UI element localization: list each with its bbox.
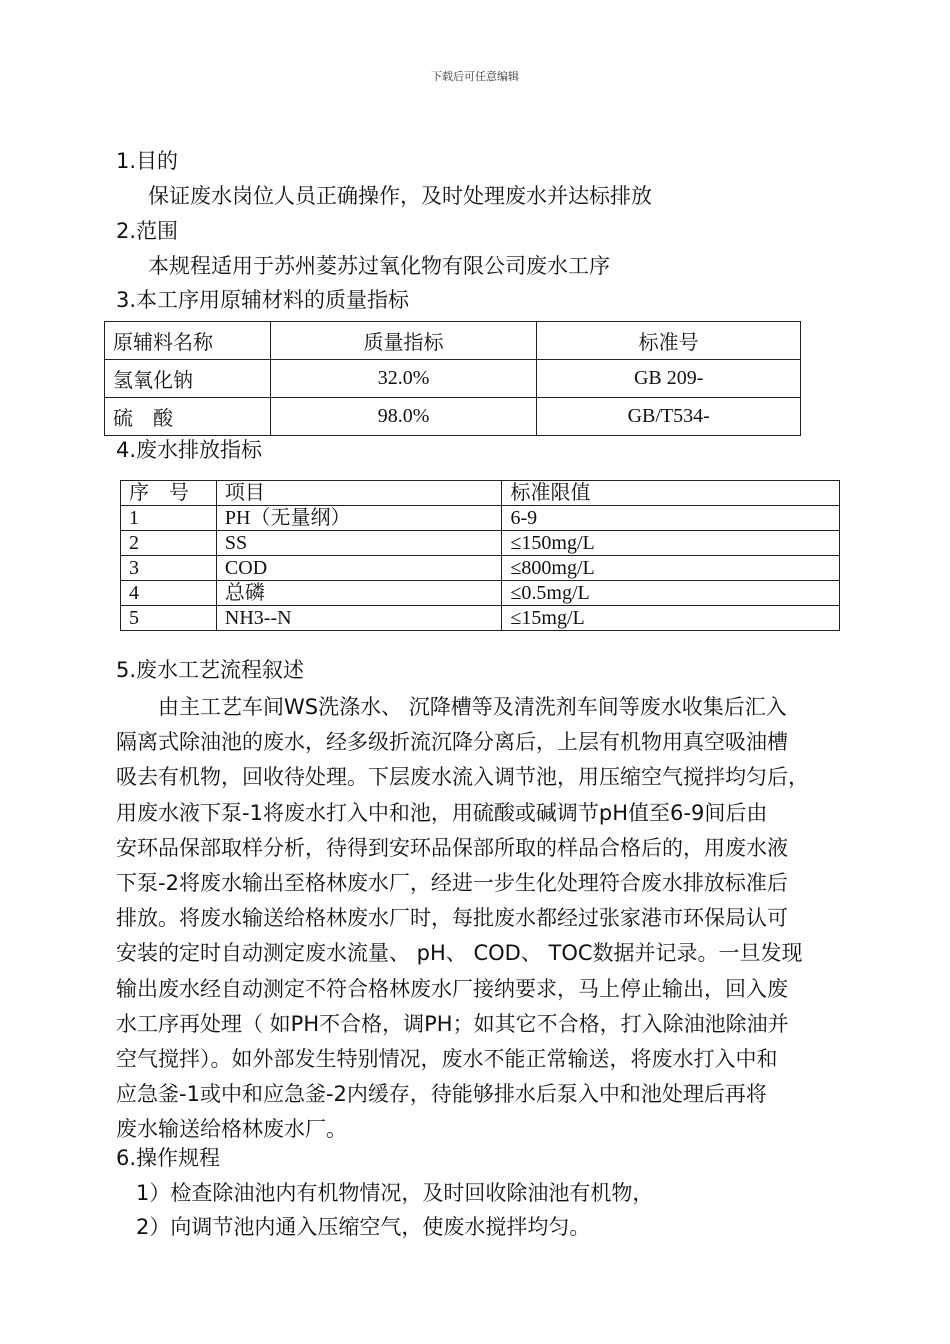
section-6-title: 6.操作规程 — [116, 1146, 221, 1170]
paragraph-line: 应急釜-1或中和应急釜-2内缓存，待能够排水后泵入中和池处理后再将 — [116, 1082, 767, 1107]
table-row — [121, 581, 840, 606]
section-4-title: 4.废水排放指标 — [116, 438, 263, 462]
section-5-title: 5.废水工艺流程叙述 — [116, 658, 305, 682]
paragraph-line: 吸去有机物，回收待处理。下层废水流入调节池，用压缩空气搅拌均匀后， — [116, 765, 809, 790]
paragraph-line: 空气搅拌）。如外部发生特别情况，废水不能正常输送，将废水打入中和 — [116, 1047, 778, 1072]
table-cell: 32.0% — [270, 360, 537, 398]
table-cell: 硫 酸 — [105, 398, 271, 436]
table-header-row — [105, 322, 801, 360]
section-1-title: 1.目的 — [116, 149, 179, 173]
paragraph-line: 水工序再处理（ 如PH不合格，调PH；如其它不合格，打入除油池除油并 — [116, 1011, 789, 1036]
materials-table — [104, 321, 801, 436]
operation-step: 1）检查除油池内有机物情况，及时回收除油池有机物， — [136, 1181, 654, 1205]
table-cell: SS — [216, 531, 502, 556]
table-cell: 2 — [121, 531, 217, 556]
table-cell: PH（无量纲） — [216, 506, 502, 531]
table-cell: 5 — [121, 606, 217, 631]
paragraph-line: 废水输送给格林废水厂。 — [116, 1117, 347, 1142]
table-cell: 98.0% — [270, 398, 537, 436]
section-2-title: 2.范围 — [116, 219, 179, 243]
paragraph-line: 隔离式除油池的废水，经多级折流沉降分离后，上层有机物用真空吸油槽 — [116, 730, 788, 755]
table-header-cell: 标准限值 — [502, 481, 840, 506]
table-cell: 氢氧化钠 — [105, 360, 271, 398]
discharge-table — [120, 480, 840, 631]
table-cell: 4 — [121, 581, 217, 606]
paragraph-line: 安环品保部取样分析，待得到安环品保部所取的样品合格后的，用废水液 — [116, 835, 788, 860]
operation-step: 2）向调节池内通入压缩空气，使废水搅拌均匀。 — [136, 1215, 591, 1239]
paragraph-line: 输出废水经自动测定不符合格林废水厂接纳要求，马上停止输出，回入废 — [116, 976, 788, 1001]
table-cell: ≤0.5mg/L — [502, 581, 840, 606]
table-header-cell: 原辅料名称 — [105, 322, 271, 360]
table-header-cell: 项目 — [216, 481, 502, 506]
section-1-text: 保证废水岗位人员正确操作，及时处理废水并达标排放 — [148, 184, 652, 208]
table-header-cell: 序 号 — [121, 481, 217, 506]
table-cell: ≤800mg/L — [502, 556, 840, 581]
table-row — [121, 606, 840, 631]
paragraph-line: 用废水液下泵-1将废水打入中和池，用硫酸或碱调节pH值至6-9间后由 — [116, 800, 768, 825]
table-cell: GB 209- — [537, 360, 801, 398]
table-row — [121, 556, 840, 581]
table-cell: 6-9 — [502, 506, 840, 531]
table-row — [105, 398, 801, 436]
page-header: 下载后可任意编辑 — [431, 70, 519, 83]
paragraph-line: 排放。将废水输送给格林废水厂时，每批废水都经过张家港市环保局认可 — [116, 906, 788, 931]
process-description — [116, 690, 856, 1148]
paragraph-line: 安装的定时自动测定废水流量、 pH、 COD、 TOC数据并记录。一旦发现 — [116, 941, 803, 966]
table-header-cell: 质量指标 — [270, 322, 537, 360]
table-cell: COD — [216, 556, 502, 581]
table-cell: GB/T534- — [537, 398, 801, 436]
table-row — [121, 506, 840, 531]
table-cell: 总磷 — [216, 581, 502, 606]
table-row — [105, 360, 801, 398]
section-2-text: 本规程适用于苏州菱苏过氧化物有限公司废水工序 — [148, 254, 610, 278]
paragraph-line: 由主工艺车间WS洗涤水、 沉降槽等及清洗剂车间等废水收集后汇入 — [116, 695, 787, 719]
paragraph-line: 下泵-2将废水输出至格林废水厂，经进一步生化处理符合废水排放标准后 — [116, 871, 788, 896]
table-header-row — [121, 481, 840, 506]
table-header-cell: 标准号 — [537, 322, 801, 360]
table-cell: NH3--N — [216, 606, 502, 631]
section-3-title: 3.本工序用原辅材料的质量指标 — [116, 288, 410, 312]
table-cell: 1 — [121, 506, 217, 531]
table-row — [121, 531, 840, 556]
table-cell: 3 — [121, 556, 217, 581]
table-cell: ≤150mg/L — [502, 531, 840, 556]
table-cell: ≤15mg/L — [502, 606, 840, 631]
